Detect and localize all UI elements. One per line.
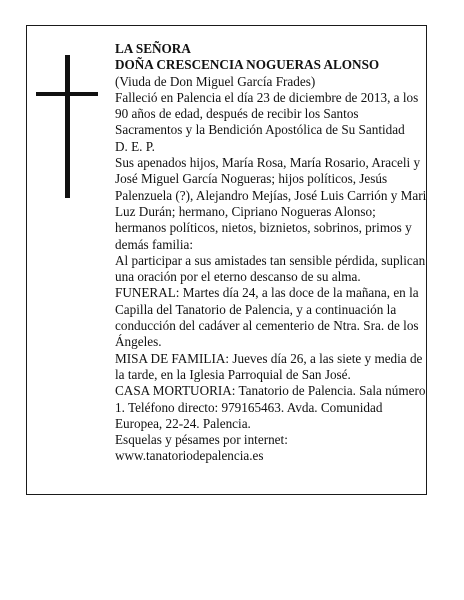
rip-line: D. E. P.: [115, 138, 155, 154]
death-paragraph: Falleció en Palencia el día 23 de diciembre de 2013, a los 90 años de edad, después de recibir los Santos Sacramentos y la Bendición Apostólica de Su Santidad: [115, 89, 419, 138]
cross-vertical-bar: [65, 55, 70, 198]
wake-paragraph: CASA MORTUORIA: Tanatorio de Palencia. Sala número 1. Teléfono directo: 979165463. Avda. Comunidad Europea, 22-24. Palencia.: [115, 383, 426, 431]
request-paragraph: Al participar a sus amistades tan sensible pérdida, suplican una oración por el eterno descanso de su alma.: [115, 252, 426, 285]
notice-title: LA SEÑORA: [115, 41, 191, 56]
obituary-frame: [26, 25, 427, 495]
funeral-paragraph: FUNERAL: Martes día 24, a las doce de la mañana, en la Capilla del Tanatorio de Palencia, y a continuación la conducción del cadáver al cementerio de Ntra. Sra. de los Ángeles.: [115, 285, 419, 350]
online-label: Esquelas y pésames por internet:: [115, 432, 288, 448]
obituary-text: [115, 41, 427, 465]
deceased-name: DOÑA CRESCENCIA NOGUERAS ALONSO: [115, 57, 380, 73]
family-paragraph: Sus apenados hijos, María Rosa, María Rosario, Araceli y José Miguel García Nogueras; hijos políticos, Jesús Palenzuela (?), Alejandro Mejías, José Luis Carrión y Mari Luz Durán; hermano, Cipriano Nogueras Alonso; hermanos políticos, nietos, biznietos, sobrinos, primos y demás familia:: [115, 155, 427, 252]
cross-horizontal-bar: [36, 92, 98, 96]
widow-of: (Viuda de Don Miguel García Frades): [115, 73, 316, 89]
latin-cross-icon: [36, 55, 98, 198]
family-mass-paragraph: MISA DE FAMILIA: Jueves día 26, a las siete y media de la tarde, en la Iglesia Parroquial de San José.: [115, 350, 423, 382]
website-link[interactable]: www.tanatoriodepalencia.es: [115, 448, 264, 464]
